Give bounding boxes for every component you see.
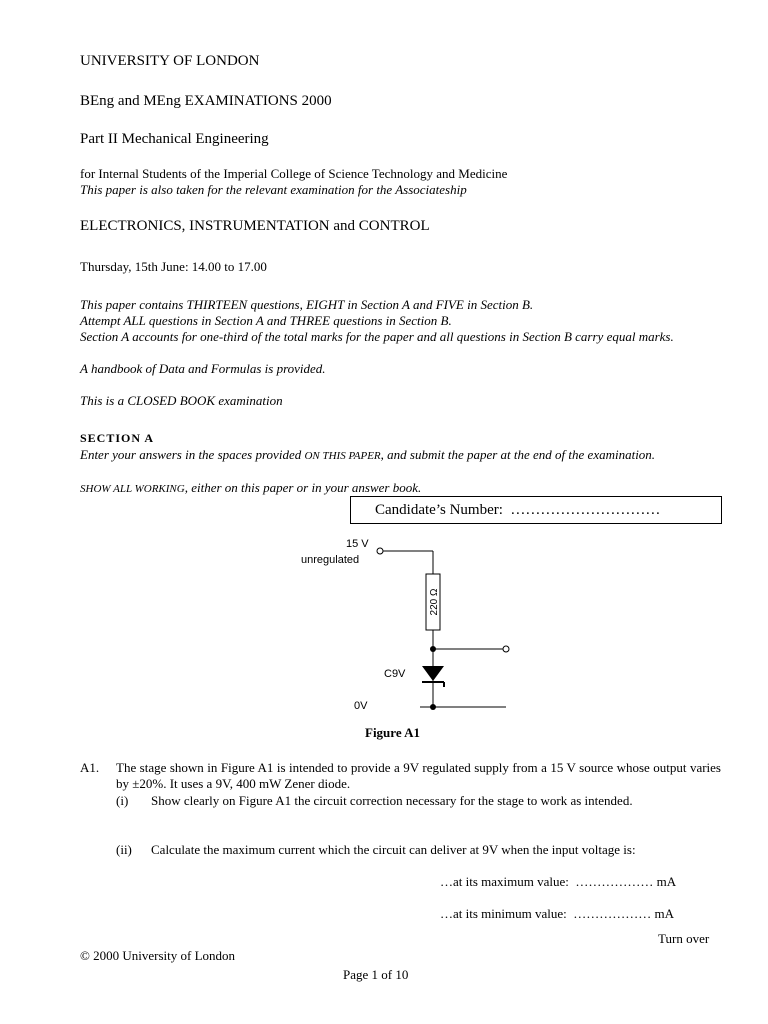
min-value-answer-field[interactable]: ……………… <box>573 906 652 921</box>
students-line: for Internal Students of the Imperial College of Science Technology and Medicine <box>80 166 508 181</box>
section-a-title: SECTION A <box>80 431 155 445</box>
instruction-marks: Section A accounts for one-third of the total marks for the paper and all questions in Section B carry equal marks. <box>80 329 674 344</box>
input-voltage-label: 15 V <box>346 538 369 550</box>
part-ii-number: (ii) <box>116 842 132 857</box>
turn-over-note: Turn over <box>658 931 710 946</box>
section-a-enter-instruction: Enter your answers in the spaces provided ON THIS PAPER, and submit the paper at the end of the examination. <box>80 447 656 462</box>
university-name: UNIVERSITY OF LONDON <box>80 53 260 69</box>
ground-junction-dot <box>430 704 436 710</box>
candidate-number-field[interactable]: Candidate’s Number: ………………………… <box>350 496 722 524</box>
copyright-notice: © 2000 University of London <box>80 948 236 963</box>
zener-diode-label: C9V <box>384 668 406 680</box>
max-value-answer-field[interactable]: ……………… <box>575 874 654 889</box>
circuit-diagram <box>360 540 520 720</box>
resistor-value-label: 220 Ω <box>429 588 440 616</box>
subject-title: ELECTRONICS, INSTRUMENTATION and CONTROL <box>80 218 430 234</box>
question-text: The stage shown in Figure A1 is intended to provide a 9V regulated supply from a 15 V source whose output varies by ±20%. It uses a 9V, 400 mW Zener diode. <box>116 760 721 791</box>
exam-date: Thursday, 15th June: 14.00 to 17.00 <box>80 259 267 274</box>
section-a-working-instruction: SHOW ALL WORKING, either on this paper or in your answer book. <box>80 480 422 495</box>
question-number: A1. <box>80 760 100 775</box>
min-value-row: …at its minimum value: ……………… mA <box>440 906 674 921</box>
instruction-handbook: A handbook of Data and Formulas is provided. <box>80 361 326 376</box>
exam-title: BEng and MEng EXAMINATIONS 2000 <box>80 93 332 109</box>
associateship-line: This paper is also taken for the relevant examination for the Associateship <box>80 182 467 197</box>
instruction-attempt: Attempt ALL questions in Section A and THREE questions in Section B. <box>80 313 452 328</box>
ground-label: 0V <box>354 700 368 712</box>
closed-book-notice: This is a CLOSED BOOK examination <box>80 393 283 408</box>
instruction-questions: This paper contains THIRTEEN questions, EIGHT in Section A and FIVE in Section B. <box>80 297 534 312</box>
part-i-number: (i) <box>116 793 129 808</box>
part-ii-text: Calculate the maximum current which the circuit can deliver at 9V when the input voltage is: <box>151 842 636 857</box>
max-value-row: …at its maximum value: ……………… mA <box>440 874 677 889</box>
output-junction-dot <box>430 646 436 652</box>
part-title: Part II Mechanical Engineering <box>80 131 269 147</box>
page-number: Page 1 of 10 <box>343 967 409 982</box>
input-unregulated-label: unregulated <box>301 554 360 566</box>
input-terminal <box>377 548 383 554</box>
output-terminal <box>503 646 509 652</box>
figure-caption: Figure A1 <box>365 725 421 740</box>
part-i-text: Show clearly on Figure A1 the circuit correction necessary for the stage to work as intended. <box>151 793 633 808</box>
